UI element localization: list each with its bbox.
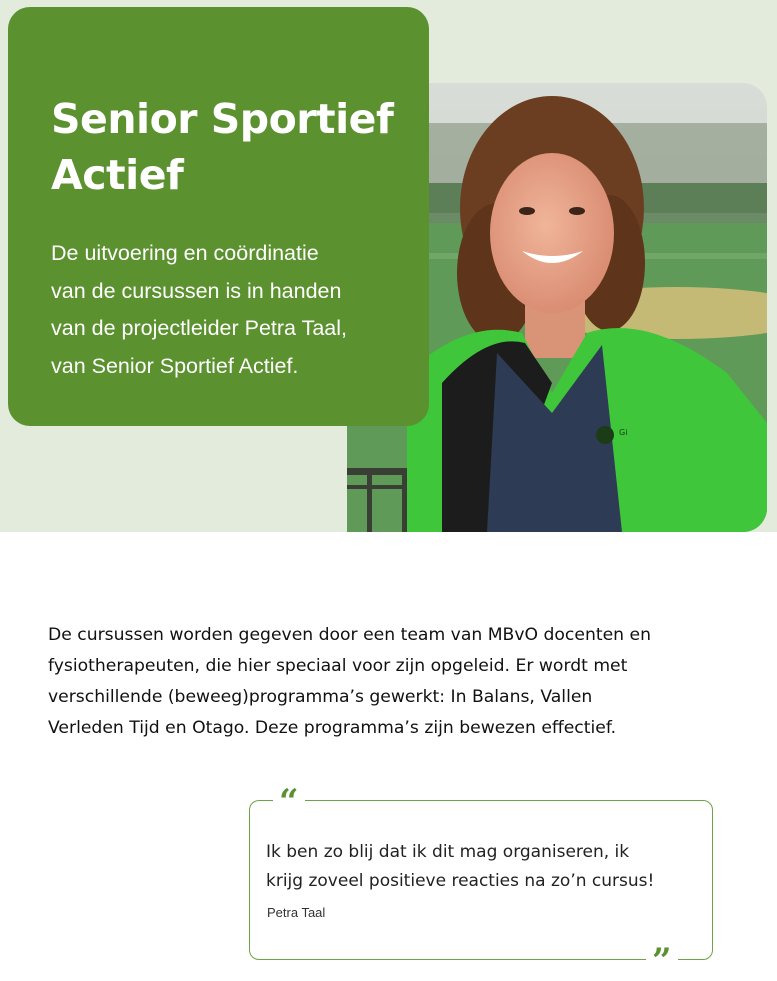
body-line-3: verschillende (beweeg)programma’s gewerkt: In Balans, Vallen (48, 687, 593, 707)
hero-subtitle (51, 235, 411, 385)
subtitle-line-3: van de projectleider Petra Taal, (51, 316, 348, 340)
hero-card (8, 7, 429, 426)
quote-line-1: Ik ben zo blij dat ik dit mag organiseren, ik (266, 842, 630, 862)
subtitle-line-1: De uitvoering en coördinatie (51, 241, 319, 265)
title-line-1: Senior Sportief (51, 95, 394, 143)
svg-text:Gi: Gi (619, 428, 628, 437)
body-line-4: Verleden Tijd en Otago. Deze programma’s zijn bewezen effectief. (48, 718, 617, 738)
body-line-1: De cursussen worden gegeven door een team van MBvO docenten en (48, 625, 651, 645)
quote-author: Petra Taal (267, 905, 326, 920)
subtitle-line-4: van Senior Sportief Actief. (51, 353, 299, 378)
body-line-2: fysiotherapeuten, die hier speciaal voor zijn opgeleid. Er wordt met (48, 656, 628, 676)
body-paragraph (48, 620, 738, 744)
close-quote-icon: ” (646, 944, 678, 978)
quote-text (266, 838, 706, 895)
subtitle-line-2: van de cursussen is in handen (51, 278, 342, 303)
quote-line-2: krijg zoveel positieve reacties na zo’n cursus! (266, 870, 655, 891)
title-line-2: Actief (51, 151, 184, 199)
open-quote-icon: “ (273, 785, 305, 819)
page-title (51, 91, 421, 203)
